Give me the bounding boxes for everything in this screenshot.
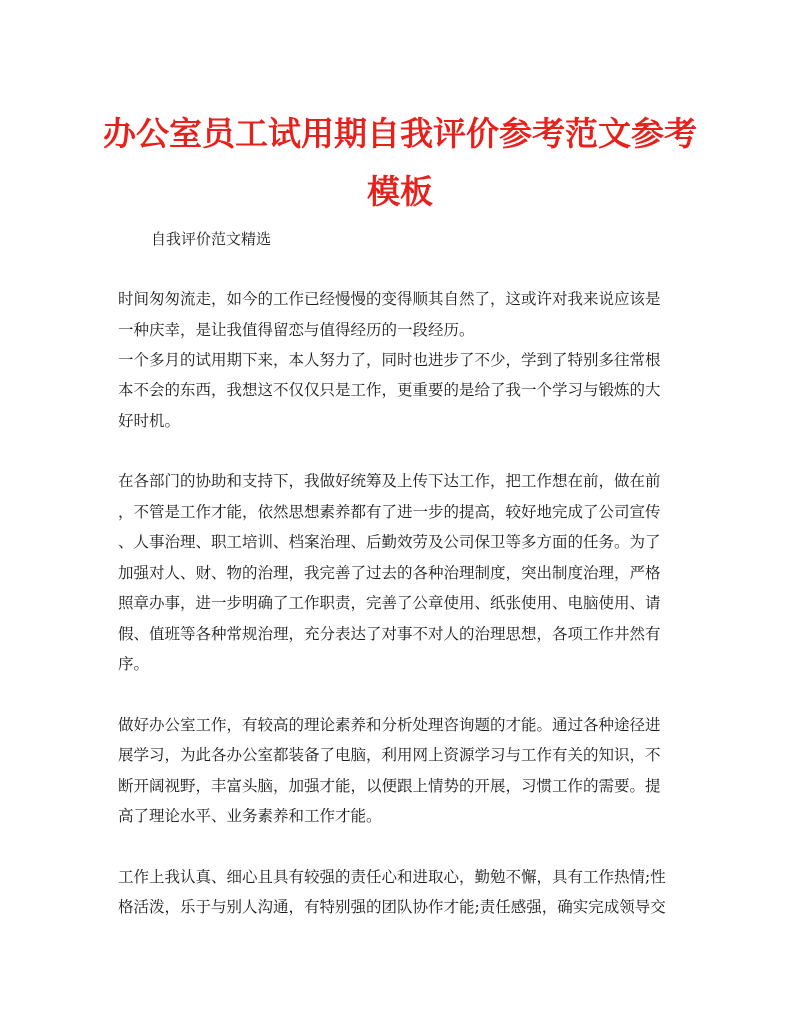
document-title-line-1: 办公室员工试用期自我评价参考范文参考 [103,114,697,153]
body-line: 时间匆匆流走，如今的工作已经慢慢的变得顺其自然了，这或许对我来说应该是 [118,290,661,308]
body-line: 断开阔视野，丰富头脑，加强才能，以便跟上情势的开展，习惯工作的需要。提 [118,777,661,795]
body-line: 一种庆幸，是让我值得留恋与值得经历的一段经历。 [118,321,475,339]
body-line: 好时机。 [118,412,181,430]
body-line: 一个多月的试用期下来，本人努力了，同时也进步了不少，学到了特别多往常根 [118,351,661,369]
body-line: 、人事治理、职工培训、档案治理、后勤效劳及公司保卫等多方面的任务。为了 [118,533,661,551]
body-line: 照章办事，进一步明确了工作职责，完善了公章使用、纸张使用、电脑使用、请 [118,594,661,612]
body-line: 加强对人、财、物的治理，我完善了过去的各种治理制度，突出制度治理，严格 [118,564,661,582]
body-line: 本不会的东西，我想这不仅仅只是工作，更重要的是给了我一个学习与锻炼的大 [118,381,661,399]
body-line: 序。 [118,655,150,673]
body-line: 高了理论水平、业务素养和工作才能。 [118,807,382,825]
document-subtitle: 自我评价范文精选 [151,230,272,248]
body-line: 展学习，为此各办公室都装备了电脑，利用网上资源学习与工作有关的知识，不 [118,746,661,764]
body-line: 格活泼，乐于与别人沟通，有特别强的团队协作才能;责任感强，确实完成领导交 [118,898,666,916]
body-line: 做好办公室工作，有较高的理论素养和分析处理咨询题的才能。通过各种途径进 [118,716,661,734]
body-line: 工作上我认真、细心且具有较强的责任心和进取心，勤勉不懈，具有工作热情;性 [118,868,666,886]
body-line: 在各部门的协助和支持下，我做好统筹及上传下达工作，把工作想在前，做在前 [118,472,661,490]
body-line: ，不管是工作才能，依然思想素养都有了进一步的提高，较好地完成了公司宣传 [118,503,661,521]
document-title-line-2: 模板 [367,172,433,211]
body-line: 假、值班等各种常规治理，充分表达了对事不对人的治理思想，各项工作井然有 [118,625,661,643]
